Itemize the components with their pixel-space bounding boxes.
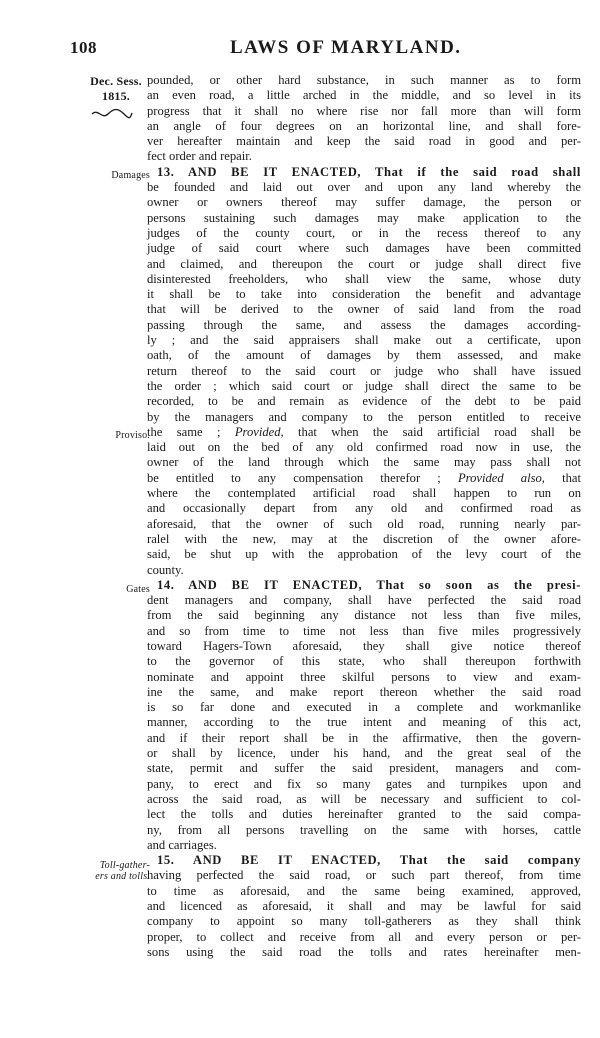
session-label: Dec. Sess. (90, 74, 142, 88)
running-title: LAWS OF MARYLAND. (230, 37, 462, 58)
toll-note-line-1: Toll-gather- (99, 860, 150, 871)
toll-note-line-2: ers and tolls. (95, 871, 150, 882)
text-line: proper, to collect and receive from all and every person or per- (147, 929, 581, 944)
section-15-heading: 15. AND BE IT ENACTED, That the said company (157, 853, 581, 868)
text-line: passing through the same, and assess the damages according- (147, 317, 581, 332)
text-line: having perfected the said road, or such part thereof, from time (147, 868, 581, 883)
text-line: laid out on the bed of any old confirmed road now in use, the (147, 440, 581, 455)
margin-note-toll-gatherers (70, 860, 150, 882)
proviso-also-rest: that (562, 470, 581, 485)
body-text (147, 73, 581, 960)
text-line: owner or owners thereof may suffer damage, the person or (147, 195, 581, 210)
text-line: state, permit and suffer the said president, managers and com- (147, 761, 581, 776)
text-line: is so far done and executed in a complete and workmanlike (147, 700, 581, 715)
text-line: be founded and laid out over and upon any land whereby the (147, 180, 581, 195)
margin-note-gates: Gates (126, 584, 150, 595)
text-line: ralel with the new, may at the discretion of the owner afore- (147, 531, 581, 546)
text-line: pany, to erect and fix so many gates and turnpikes upon and (147, 776, 581, 791)
text-line: ly ; and the said appraisers shall make out a certificate, upon (147, 333, 581, 348)
section-14-heading: 14. AND BE IT ENACTED, That so soon as the presi- (157, 577, 581, 592)
text-line: recorded, to be and remain as evidence of the debt to be paid (147, 394, 581, 409)
text-line: company to appoint so many toll-gatherers as they shall think (147, 914, 581, 929)
text-line: nominate and appoint three skilful persons to view and exam- (147, 669, 581, 684)
text-line: to the governor of this state, who shall thereupon forthwith (147, 654, 581, 669)
text-line-proviso-also (147, 471, 581, 486)
text-line: ine the same, and make report thereon whether the said road (147, 684, 581, 699)
text-line: by the managers and company to the person entitled to receive (147, 409, 581, 424)
text-line: disinterested freeholders, who shall view the same, whose duty (147, 271, 581, 286)
text-line: judges of the county court, or in the recess thereof to any (147, 225, 581, 240)
proviso-word: Provided, (234, 424, 284, 439)
text-line: where the contemplated artificial road shall happen to run on (147, 486, 581, 501)
proviso-lead: the same ; (147, 424, 221, 439)
text-line: and claimed, and thereupon the court or judge shall direct five (147, 256, 581, 271)
page-number: 108 (70, 38, 97, 57)
text-line: and so from time to time not less than five miles progressively (147, 623, 581, 638)
proviso-rest: that when the said artificial road shall be (298, 424, 582, 439)
text-line: return thereof to the said court or judge who shall have issued (147, 363, 581, 378)
text-line: ver hereafter maintain and keep the said road in good and per- (147, 134, 581, 149)
proviso-also-word: Provided also, (457, 470, 545, 485)
margin-notes (70, 0, 150, 1038)
text-line: sons using the said road the tolls and rates hereinafter men- (147, 944, 581, 959)
text-line: county. (147, 562, 184, 577)
flourish-ornament (90, 108, 134, 120)
text-line: the order ; which said court or judge shall direct the same to be (147, 378, 581, 393)
text-line: or shall by licence, under his hand, and the great seal of the (147, 746, 581, 761)
text-line: and carriages. (147, 837, 217, 852)
text-line: and occasionally depart from any old and confirmed road as (147, 501, 581, 516)
margin-note-proviso: Proviso. (115, 430, 150, 441)
text-line: an even road, a little arched in the middle, and so level in its (147, 88, 581, 103)
text-line: lect the tolls and duties hereinafter granted to the said compa- (147, 807, 581, 822)
text-line: said, be shut up with the approbation of the levy court of the (147, 547, 581, 562)
session-year (76, 74, 156, 104)
text-line: owner of the land through which the same may pass shall not (147, 455, 581, 470)
text-line: pounded, or other hard substance, in such manner as to form (147, 73, 581, 87)
text-line: progress that it shall no where rise nor fall more than will form (147, 103, 581, 118)
text-line: it shall be to take into consideration the benefit and advantage (147, 287, 581, 302)
text-line: fect order and repair. (147, 149, 252, 164)
text-line: to time as aforesaid, and the same being examined, approved, (147, 883, 581, 898)
text-line: dent managers and company, shall have perfected the said road (147, 593, 581, 608)
text-line: aforesaid, that the owner of such old road, running nearly par- (147, 516, 581, 531)
text-line: that will be derived to the owner of said land from the road (147, 302, 581, 317)
text-line: judge of said court where such damages have been committed (147, 241, 581, 256)
text-line: oath, of the amount of damages by them assessed, and make (147, 348, 581, 363)
text-line: and if their report shall be in the affirmative, then the govern- (147, 730, 581, 745)
text-line: ny, from all persons travelling on the same with horses, cattle (147, 822, 581, 837)
text-line-proviso (147, 425, 581, 440)
text-line: manner, according to the true intent and meaning of this act, (147, 715, 581, 730)
text-line: toward Hagers-Town aforesaid, they shall give notice thereof (147, 638, 581, 653)
text-line: persons sustaining such damages may make application to the (147, 210, 581, 225)
section-13-heading: 13. AND BE IT ENACTED, That if the said road shall (157, 164, 581, 179)
text-line: and licenced as aforesaid, it shall and may be lawful for said (147, 899, 581, 914)
session-year-number: 1815. (102, 89, 130, 103)
margin-note-damages: Damages (111, 170, 150, 181)
text-line: from the said beginning any distance not less than five miles, (147, 608, 581, 623)
text-line: across the said road, as will be necessary and sufficient to col- (147, 791, 581, 806)
proviso-also-lead: be entitled to any compensation therefor ; (147, 470, 441, 485)
text-line: an angle of four degrees on an horizontal line, and shall fore- (147, 118, 581, 133)
